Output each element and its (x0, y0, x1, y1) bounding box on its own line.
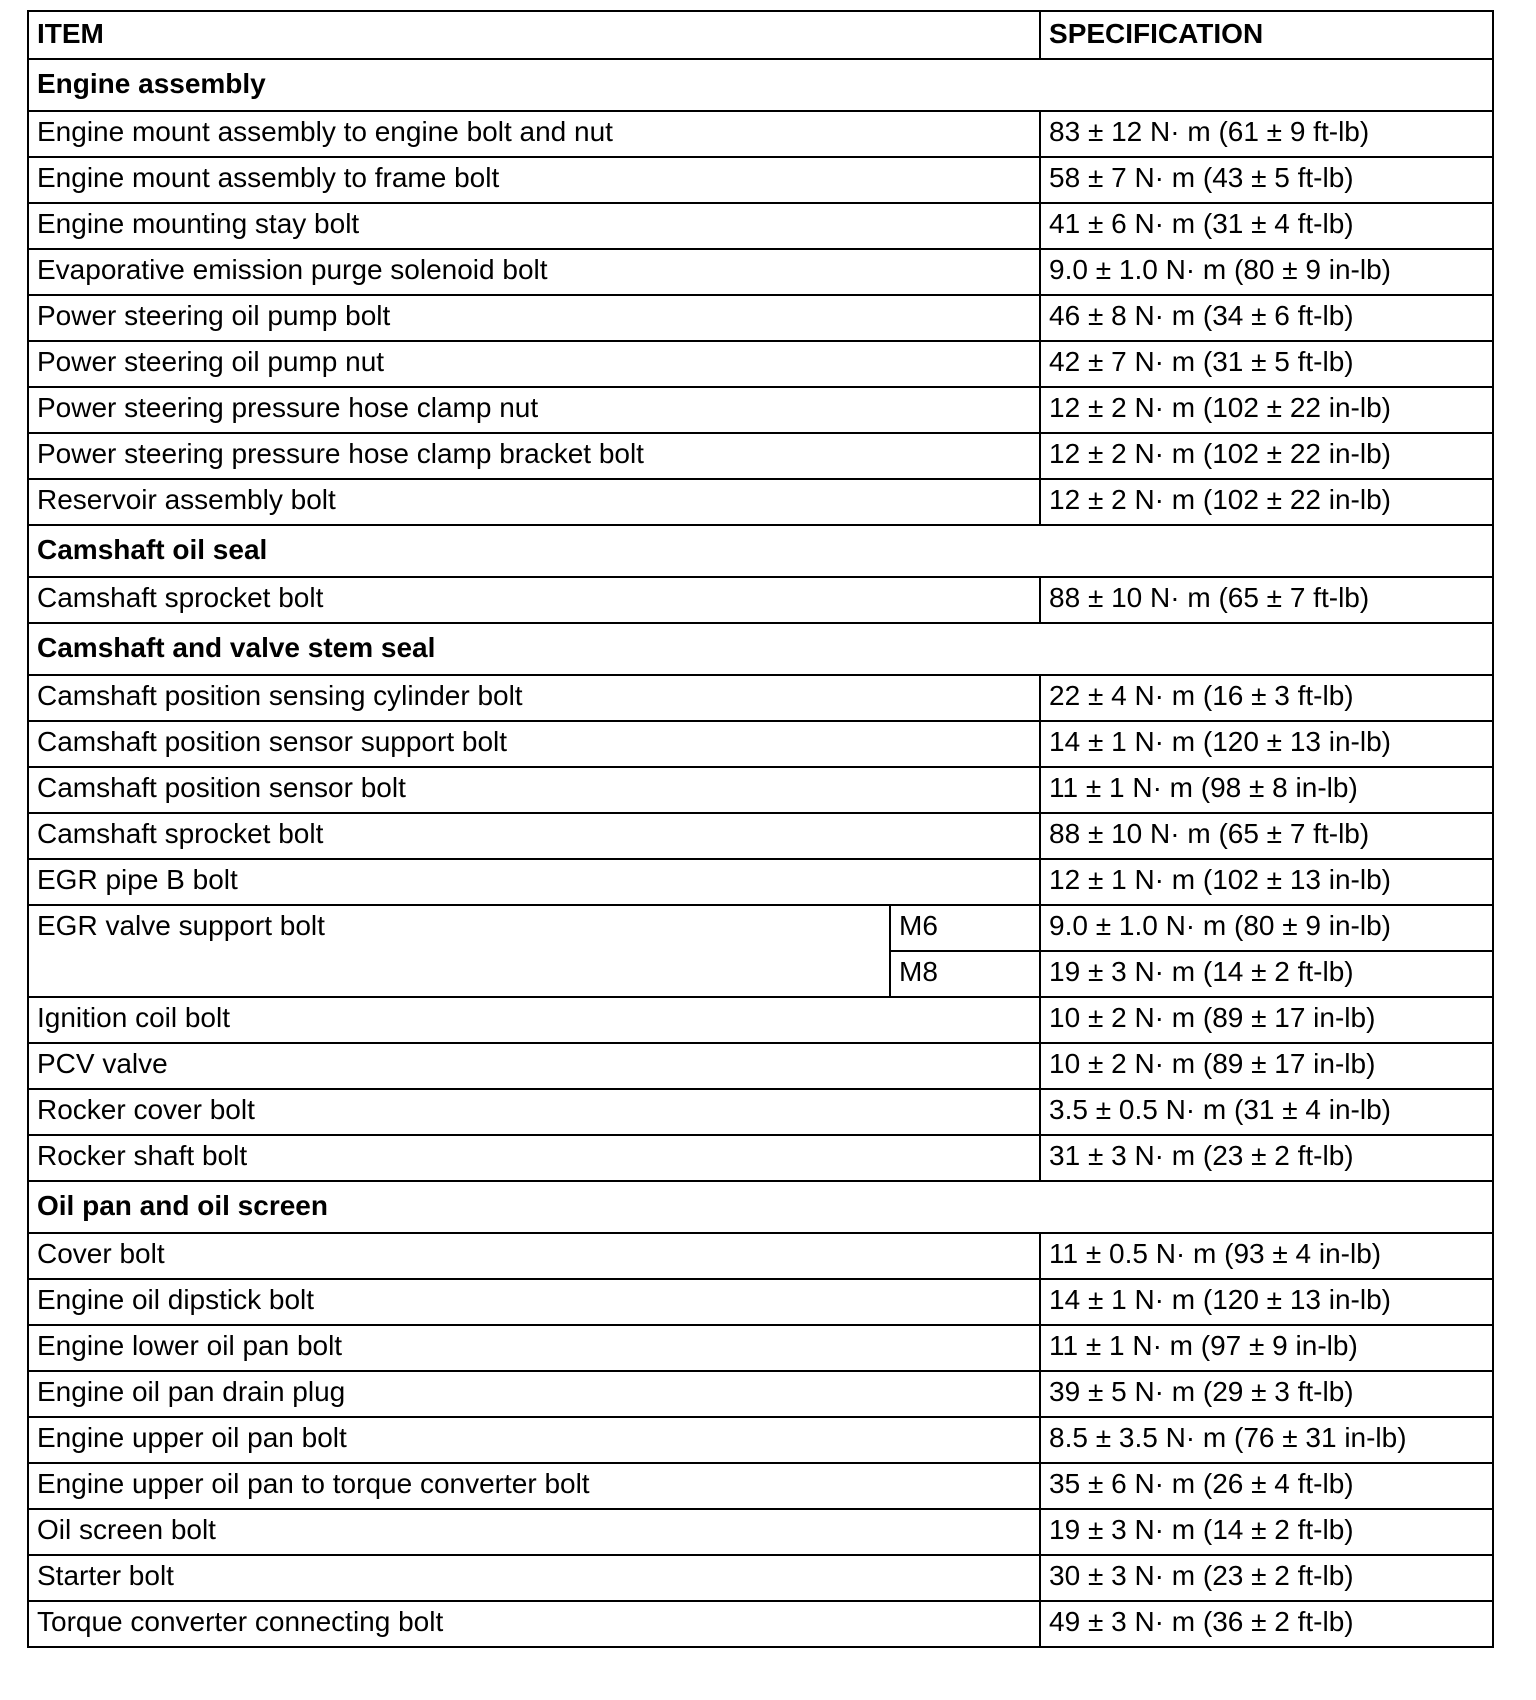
item-name: Power steering pressure hose clamp nut (28, 387, 1040, 433)
column-header-item: ITEM (28, 11, 1040, 59)
table-row (28, 1233, 1493, 1279)
torque-spec-table (27, 10, 1494, 1648)
item-name: Power steering pressure hose clamp bracket bolt (28, 433, 1040, 479)
section-title: Camshaft oil seal (28, 525, 1493, 577)
item-name: Power steering oil pump nut (28, 341, 1040, 387)
item-name: Camshaft position sensor bolt (28, 767, 1040, 813)
torque-spec: 8.5 ± 3.5 N· m (76 ± 31 in-lb) (1040, 1417, 1493, 1463)
item-name: Oil screen bolt (28, 1509, 1040, 1555)
torque-spec: 11 ± 0.5 N· m (93 ± 4 in-lb) (1040, 1233, 1493, 1279)
item-name: Power steering oil pump bolt (28, 295, 1040, 341)
torque-spec: 10 ± 2 N· m (89 ± 17 in-lb) (1040, 997, 1493, 1043)
table-header-row (28, 11, 1493, 59)
table-row (28, 157, 1493, 203)
table-row (28, 433, 1493, 479)
item-name: Engine oil dipstick bolt (28, 1279, 1040, 1325)
table-row (28, 1509, 1493, 1555)
table-row (28, 1043, 1493, 1089)
table-row (28, 1463, 1493, 1509)
table-row (28, 249, 1493, 295)
table-row (28, 1325, 1493, 1371)
table-row (28, 1555, 1493, 1601)
torque-spec: 31 ± 3 N· m (23 ± 2 ft-lb) (1040, 1135, 1493, 1181)
torque-spec: 22 ± 4 N· m (16 ± 3 ft-lb) (1040, 675, 1493, 721)
torque-spec: 12 ± 2 N· m (102 ± 22 in-lb) (1040, 387, 1493, 433)
table-row (28, 1089, 1493, 1135)
table-row (28, 203, 1493, 249)
torque-spec: 9.0 ± 1.0 N· m (80 ± 9 in-lb) (1040, 905, 1493, 951)
item-name: Ignition coil bolt (28, 997, 1040, 1043)
item-name: Engine mount assembly to frame bolt (28, 157, 1040, 203)
torque-spec: 83 ± 12 N· m (61 ± 9 ft-lb) (1040, 111, 1493, 157)
item-name: Engine mounting stay bolt (28, 203, 1040, 249)
torque-spec: 12 ± 2 N· m (102 ± 22 in-lb) (1040, 433, 1493, 479)
table-row (28, 295, 1493, 341)
torque-spec: 58 ± 7 N· m (43 ± 5 ft-lb) (1040, 157, 1493, 203)
table-row (28, 341, 1493, 387)
torque-spec: 19 ± 3 N· m (14 ± 2 ft-lb) (1040, 1509, 1493, 1555)
table-row (28, 577, 1493, 623)
torque-spec: 11 ± 1 N· m (98 ± 8 in-lb) (1040, 767, 1493, 813)
item-name: Camshaft position sensing cylinder bolt (28, 675, 1040, 721)
table-row (28, 767, 1493, 813)
table-row (28, 997, 1493, 1043)
item-name: Evaporative emission purge solenoid bolt (28, 249, 1040, 295)
section-header-row (28, 1181, 1493, 1233)
section-header-row (28, 59, 1493, 111)
torque-spec: 14 ± 1 N· m (120 ± 13 in-lb) (1040, 1279, 1493, 1325)
section-title: Oil pan and oil screen (28, 1181, 1493, 1233)
torque-spec: 3.5 ± 0.5 N· m (31 ± 4 in-lb) (1040, 1089, 1493, 1135)
item-name: Rocker shaft bolt (28, 1135, 1040, 1181)
item-name: EGR pipe B bolt (28, 859, 1040, 905)
torque-spec: 46 ± 8 N· m (34 ± 6 ft-lb) (1040, 295, 1493, 341)
torque-spec: 42 ± 7 N· m (31 ± 5 ft-lb) (1040, 341, 1493, 387)
item-name: Camshaft position sensor support bolt (28, 721, 1040, 767)
bolt-size: M8 (890, 951, 1040, 997)
item-name: Starter bolt (28, 1555, 1040, 1601)
item-name: Rocker cover bolt (28, 1089, 1040, 1135)
item-name: Camshaft sprocket bolt (28, 577, 1040, 623)
section-title: Engine assembly (28, 59, 1493, 111)
table-row (28, 479, 1493, 525)
table-row (28, 387, 1493, 433)
item-name: Cover bolt (28, 1233, 1040, 1279)
item-name: EGR valve support bolt (28, 905, 890, 997)
torque-spec: 10 ± 2 N· m (89 ± 17 in-lb) (1040, 1043, 1493, 1089)
table-row (28, 1601, 1493, 1647)
table-row (28, 859, 1493, 905)
table-row (28, 1371, 1493, 1417)
torque-spec: 49 ± 3 N· m (36 ± 2 ft-lb) (1040, 1601, 1493, 1647)
item-name: Engine upper oil pan bolt (28, 1417, 1040, 1463)
item-name: Reservoir assembly bolt (28, 479, 1040, 525)
item-name: Camshaft sprocket bolt (28, 813, 1040, 859)
torque-spec: 11 ± 1 N· m (97 ± 9 in-lb) (1040, 1325, 1493, 1371)
torque-spec: 35 ± 6 N· m (26 ± 4 ft-lb) (1040, 1463, 1493, 1509)
table-row (28, 813, 1493, 859)
item-name: PCV valve (28, 1043, 1040, 1089)
table-row (28, 1417, 1493, 1463)
section-header-row (28, 623, 1493, 675)
torque-spec: 14 ± 1 N· m (120 ± 13 in-lb) (1040, 721, 1493, 767)
torque-spec: 41 ± 6 N· m (31 ± 4 ft-lb) (1040, 203, 1493, 249)
section-title: Camshaft and valve stem seal (28, 623, 1493, 675)
section-header-row (28, 525, 1493, 577)
torque-spec: 12 ± 1 N· m (102 ± 13 in-lb) (1040, 859, 1493, 905)
torque-spec-table-body (28, 11, 1493, 1647)
torque-spec: 88 ± 10 N· m (65 ± 7 ft-lb) (1040, 813, 1493, 859)
item-name: Engine mount assembly to engine bolt and nut (28, 111, 1040, 157)
table-row (28, 721, 1493, 767)
torque-spec: 19 ± 3 N· m (14 ± 2 ft-lb) (1040, 951, 1493, 997)
item-name: Engine lower oil pan bolt (28, 1325, 1040, 1371)
table-row (28, 1279, 1493, 1325)
item-name: Torque converter connecting bolt (28, 1601, 1040, 1647)
table-row (28, 905, 1493, 951)
table-row (28, 1135, 1493, 1181)
torque-spec: 39 ± 5 N· m (29 ± 3 ft-lb) (1040, 1371, 1493, 1417)
torque-spec: 30 ± 3 N· m (23 ± 2 ft-lb) (1040, 1555, 1493, 1601)
bolt-size: M6 (890, 905, 1040, 951)
torque-spec: 12 ± 2 N· m (102 ± 22 in-lb) (1040, 479, 1493, 525)
torque-spec: 88 ± 10 N· m (65 ± 7 ft-lb) (1040, 577, 1493, 623)
item-name: Engine oil pan drain plug (28, 1371, 1040, 1417)
torque-spec: 9.0 ± 1.0 N· m (80 ± 9 in-lb) (1040, 249, 1493, 295)
column-header-specification: SPECIFICATION (1040, 11, 1493, 59)
item-name: Engine upper oil pan to torque converter bolt (28, 1463, 1040, 1509)
table-row (28, 111, 1493, 157)
table-row (28, 675, 1493, 721)
